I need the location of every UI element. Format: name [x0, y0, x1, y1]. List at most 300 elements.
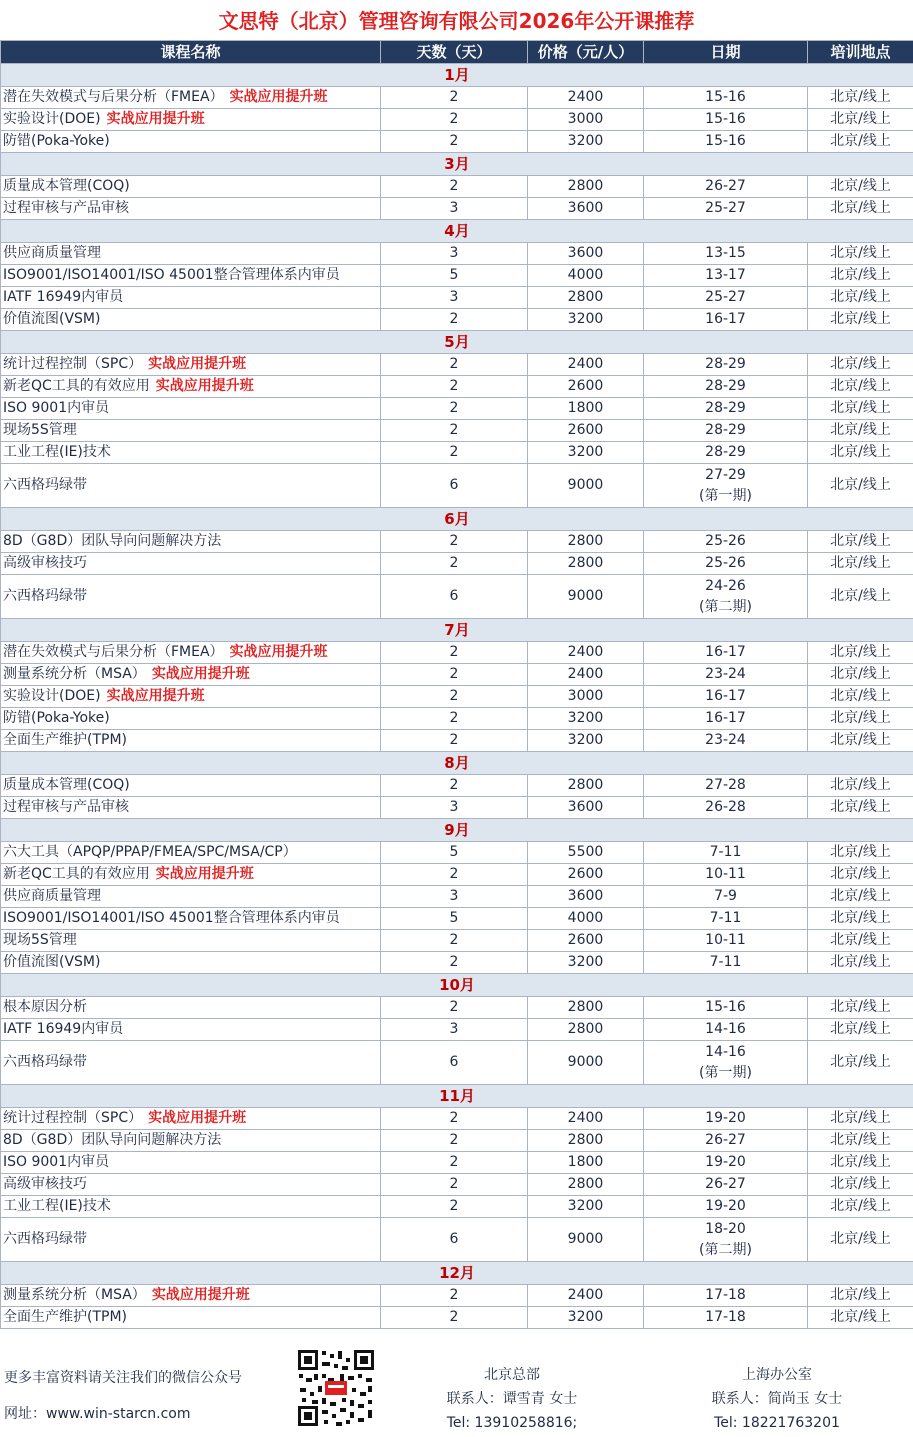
location-cell: 北京/线上: [808, 1130, 913, 1152]
course-name-cell: [1, 642, 381, 664]
course-name-cell: [1, 198, 381, 220]
course-name-cell: [1, 1152, 381, 1174]
course-name: 防错(Poka-Yoke): [3, 133, 110, 149]
course-tag: 实战应用提升班: [148, 1110, 247, 1126]
shanghai-tel: Tel: 18221763201: [714, 1415, 840, 1431]
location-cell: 北京/线上: [808, 398, 913, 420]
date-cell: [644, 930, 808, 952]
course-name-cell: [1, 1218, 381, 1262]
location-cell: 北京/线上: [808, 553, 913, 575]
course-name-cell: [1, 309, 381, 331]
month-row: [1, 752, 913, 775]
header-price: 价格（元/人）: [528, 41, 644, 64]
footer: [0, 1363, 913, 1437]
month-row: [1, 1085, 913, 1108]
course-name-cell: [1, 952, 381, 974]
date-range: 28-29: [705, 444, 746, 460]
price-cell: 9000: [528, 464, 644, 508]
table-row: [1, 708, 913, 730]
date-cell: [644, 908, 808, 930]
course-name: 测量系统分析（MSA）: [3, 666, 146, 682]
course-name: 价值流图(VSM): [3, 311, 101, 327]
course-tag: 实战应用提升班: [155, 866, 254, 882]
date-cell: [644, 1307, 808, 1329]
course-name-cell: [1, 708, 381, 730]
date-cell: [644, 287, 808, 309]
course-name: IATF 16949内审员: [3, 1021, 124, 1037]
location-cell: 北京/线上: [808, 997, 913, 1019]
date-session: (第二期): [699, 1241, 752, 1258]
date-cell: [644, 87, 808, 109]
course-name: 全面生产维护(TPM): [3, 732, 127, 748]
table-row: [1, 420, 913, 442]
table-row: [1, 1019, 913, 1041]
days-cell: 2: [381, 1130, 528, 1152]
beijing-contact: 联系人：谭雪青 女士: [446, 1391, 578, 1407]
days-cell: 2: [381, 87, 528, 109]
beijing-tel: Tel: 13910258816;: [446, 1415, 578, 1431]
date-range: 17-18: [705, 1287, 746, 1303]
location-cell: 北京/线上: [808, 664, 913, 686]
location-cell: 北京/线上: [808, 797, 913, 819]
course-name-cell: [1, 243, 381, 265]
month-label: 3月: [1, 153, 913, 176]
course-name-cell: [1, 1285, 381, 1307]
table-row: [1, 1041, 913, 1085]
days-cell: 2: [381, 354, 528, 376]
course-name: 六西格玛绿带: [3, 1054, 87, 1070]
table-row: [1, 930, 913, 952]
location-cell: 北京/线上: [808, 575, 913, 619]
date-session: (第一期): [699, 487, 752, 504]
date-cell: [644, 1041, 808, 1085]
course-name: 统计过程控制（SPC）: [3, 1110, 143, 1126]
location-cell: 北京/线上: [808, 642, 913, 664]
course-tag: 实战应用提升班: [151, 1287, 250, 1303]
price-cell: 2800: [528, 775, 644, 797]
course-name-cell: [1, 1307, 381, 1329]
course-name: 六西格玛绿带: [3, 588, 87, 604]
table-row: [1, 842, 913, 864]
month-row: [1, 220, 913, 243]
course-name-cell: [1, 908, 381, 930]
date-cell: [644, 376, 808, 398]
course-tag: 实战应用提升班: [229, 644, 328, 660]
days-cell: 2: [381, 442, 528, 464]
course-name: 过程审核与产品审核: [3, 799, 129, 815]
days-cell: 3: [381, 198, 528, 220]
date-range: 16-17: [705, 644, 746, 660]
location-cell: 北京/线上: [808, 287, 913, 309]
course-name-cell: [1, 575, 381, 619]
price-cell: 3200: [528, 131, 644, 153]
month-row: [1, 619, 913, 642]
price-cell: 3600: [528, 198, 644, 220]
days-cell: 6: [381, 1041, 528, 1085]
date-range: 14-16: [705, 1021, 746, 1037]
location-cell: 北京/线上: [808, 243, 913, 265]
month-row: [1, 508, 913, 531]
date-range: 7-11: [709, 910, 742, 926]
days-cell: 3: [381, 1019, 528, 1041]
price-cell: 3600: [528, 243, 644, 265]
location-cell: 北京/线上: [808, 1019, 913, 1041]
date-cell: [644, 864, 808, 886]
date-range: 23-24: [705, 732, 746, 748]
table-row: [1, 553, 913, 575]
date-cell: [644, 464, 808, 508]
course-name: 全面生产维护(TPM): [3, 1309, 127, 1325]
month-label: 10月: [1, 974, 913, 997]
month-label: 8月: [1, 752, 913, 775]
date-range: 7-11: [709, 954, 742, 970]
days-cell: 2: [381, 708, 528, 730]
table-row: [1, 730, 913, 752]
table-row: [1, 908, 913, 930]
header-location: 培训地点: [808, 41, 913, 64]
date-cell: [644, 664, 808, 686]
month-label: 11月: [1, 1085, 913, 1108]
course-name-cell: [1, 376, 381, 398]
course-name-cell: [1, 1041, 381, 1085]
date-range: 28-29: [705, 378, 746, 394]
table-row: [1, 664, 913, 686]
date-cell: [644, 531, 808, 553]
location-cell: 北京/线上: [808, 420, 913, 442]
location-cell: 北京/线上: [808, 708, 913, 730]
table-body: [1, 64, 913, 1329]
table-row: [1, 131, 913, 153]
date-range: 25-27: [705, 289, 746, 305]
month-row: [1, 64, 913, 87]
table-row: [1, 243, 913, 265]
days-cell: 2: [381, 686, 528, 708]
course-name-cell: [1, 531, 381, 553]
course-name-cell: [1, 87, 381, 109]
course-name-cell: [1, 1130, 381, 1152]
month-label: 12月: [1, 1262, 913, 1285]
price-cell: 2400: [528, 664, 644, 686]
date-range: 28-29: [705, 422, 746, 438]
month-row: [1, 819, 913, 842]
course-name-cell: [1, 464, 381, 508]
table-row: [1, 198, 913, 220]
header-date: 日期: [644, 41, 808, 64]
course-name-cell: [1, 797, 381, 819]
table-row: [1, 1218, 913, 1262]
header-days: 天数（天）: [381, 41, 528, 64]
table-row: [1, 997, 913, 1019]
date-range: 19-20: [705, 1154, 746, 1170]
price-cell: 2800: [528, 287, 644, 309]
table-row: [1, 1285, 913, 1307]
price-cell: 2400: [528, 642, 644, 664]
location-cell: 北京/线上: [808, 109, 913, 131]
price-cell: 3000: [528, 686, 644, 708]
date-range: 10-11: [705, 866, 746, 882]
header-course-name: 课程名称: [1, 41, 381, 64]
date-cell: [644, 1285, 808, 1307]
date-cell: [644, 1019, 808, 1041]
location-cell: 北京/线上: [808, 1196, 913, 1218]
price-cell: 2600: [528, 376, 644, 398]
table-row: [1, 1174, 913, 1196]
course-tag: 实战应用提升班: [155, 378, 254, 394]
course-name-cell: [1, 131, 381, 153]
days-cell: 6: [381, 1218, 528, 1262]
course-tag: 实战应用提升班: [106, 111, 205, 127]
date-range: 27-29: [705, 466, 746, 483]
date-range: 19-20: [705, 1198, 746, 1214]
days-cell: 5: [381, 265, 528, 287]
course-name: 供应商质量管理: [3, 245, 101, 261]
days-cell: 2: [381, 420, 528, 442]
location-cell: 北京/线上: [808, 1307, 913, 1329]
date-session: (第一期): [699, 1064, 752, 1081]
date-cell: [644, 730, 808, 752]
month-label: 1月: [1, 64, 913, 87]
date-range: 26-27: [705, 178, 746, 194]
course-name: 工业工程(IE)技术: [3, 1198, 111, 1214]
course-name: 质量成本管理(COQ): [3, 777, 130, 793]
location-cell: 北京/线上: [808, 908, 913, 930]
days-cell: 2: [381, 309, 528, 331]
price-cell: 3200: [528, 1307, 644, 1329]
location-cell: 北京/线上: [808, 198, 913, 220]
days-cell: 3: [381, 886, 528, 908]
date-cell: [644, 109, 808, 131]
course-tag: 实战应用提升班: [229, 89, 328, 105]
days-cell: 2: [381, 131, 528, 153]
price-cell: 3200: [528, 952, 644, 974]
course-name: ISO 9001内审员: [3, 1154, 110, 1170]
location-cell: 北京/线上: [808, 730, 913, 752]
table-row: [1, 376, 913, 398]
date-cell: [644, 309, 808, 331]
course-name: 高级审核技巧: [3, 555, 87, 571]
location-cell: 北京/线上: [808, 442, 913, 464]
course-tag: 实战应用提升班: [106, 688, 205, 704]
table-row: [1, 952, 913, 974]
date-cell: [644, 265, 808, 287]
date-range: 28-29: [705, 356, 746, 372]
price-cell: 4000: [528, 265, 644, 287]
date-range: 17-18: [705, 1309, 746, 1325]
days-cell: 2: [381, 730, 528, 752]
price-cell: 3200: [528, 1196, 644, 1218]
course-name: 价值流图(VSM): [3, 954, 101, 970]
location-cell: 北京/线上: [808, 1152, 913, 1174]
course-name: 统计过程控制（SPC）: [3, 356, 143, 372]
table-row: [1, 1152, 913, 1174]
days-cell: 2: [381, 1307, 528, 1329]
date-range: 25-27: [705, 200, 746, 216]
course-name: 高级审核技巧: [3, 1176, 87, 1192]
price-cell: 3600: [528, 886, 644, 908]
month-row: [1, 153, 913, 176]
table-row: [1, 464, 913, 508]
table-row: [1, 398, 913, 420]
date-cell: [644, 354, 808, 376]
course-name-cell: [1, 398, 381, 420]
date-cell: [644, 575, 808, 619]
table-row: [1, 531, 913, 553]
days-cell: 3: [381, 243, 528, 265]
date-cell: [644, 775, 808, 797]
course-name: 潜在失效模式与后果分析（FMEA）: [3, 644, 224, 660]
price-cell: 9000: [528, 1041, 644, 1085]
days-cell: 2: [381, 109, 528, 131]
date-range: 16-17: [705, 710, 746, 726]
price-cell: 3200: [528, 730, 644, 752]
price-cell: 3200: [528, 708, 644, 730]
table-row: [1, 1307, 913, 1329]
location-cell: 北京/线上: [808, 176, 913, 198]
price-cell: 2800: [528, 531, 644, 553]
course-name: 工业工程(IE)技术: [3, 444, 111, 460]
date-cell: [644, 398, 808, 420]
price-cell: 3200: [528, 442, 644, 464]
location-cell: 北京/线上: [808, 354, 913, 376]
course-name: 防错(Poka-Yoke): [3, 710, 110, 726]
price-cell: 9000: [528, 575, 644, 619]
date-cell: [644, 1218, 808, 1262]
price-cell: 9000: [528, 1218, 644, 1262]
beijing-office: [412, 1363, 612, 1435]
course-name-cell: [1, 1108, 381, 1130]
course-name: 实验设计(DOE): [3, 111, 101, 127]
date-range: 26-27: [705, 1132, 746, 1148]
course-name-cell: [1, 442, 381, 464]
location-cell: 北京/线上: [808, 1174, 913, 1196]
wechat-text: 更多丰富资料请关注我们的微信公众号: [4, 1370, 242, 1386]
month-label: 4月: [1, 220, 913, 243]
price-cell: 2400: [528, 1285, 644, 1307]
days-cell: 2: [381, 1174, 528, 1196]
date-range: 19-20: [705, 1110, 746, 1126]
date-session: (第二期): [699, 598, 752, 615]
course-name-cell: [1, 553, 381, 575]
price-cell: 2400: [528, 87, 644, 109]
course-name-cell: [1, 1019, 381, 1041]
date-range: 13-17: [705, 267, 746, 283]
days-cell: 2: [381, 664, 528, 686]
month-label: 5月: [1, 331, 913, 354]
date-range: 18-20: [705, 1220, 746, 1237]
date-range: 26-28: [705, 799, 746, 815]
course-name-cell: [1, 664, 381, 686]
course-name: 六大工具（APQP/PPAP/FMEA/SPC/MSA/CP）: [3, 844, 297, 860]
course-name: ISO 9001内审员: [3, 400, 110, 416]
course-name-cell: [1, 354, 381, 376]
table-row: [1, 109, 913, 131]
date-cell: [644, 553, 808, 575]
location-cell: 北京/线上: [808, 1108, 913, 1130]
days-cell: 2: [381, 1285, 528, 1307]
table-row: [1, 87, 913, 109]
date-cell: [644, 1130, 808, 1152]
price-cell: 2600: [528, 930, 644, 952]
price-cell: 2800: [528, 1174, 644, 1196]
course-name-cell: [1, 997, 381, 1019]
date-range: 28-29: [705, 400, 746, 416]
location-cell: 北京/线上: [808, 1218, 913, 1262]
days-cell: 2: [381, 531, 528, 553]
course-name: 根本原因分析: [3, 999, 87, 1015]
date-cell: [644, 198, 808, 220]
table-header-row: [1, 41, 913, 64]
page-title: 文思特（北京）管理咨询有限公司2026年公开课推荐: [218, 9, 695, 33]
price-cell: 4000: [528, 908, 644, 930]
price-cell: 2400: [528, 354, 644, 376]
date-cell: [644, 420, 808, 442]
date-range: 10-11: [705, 932, 746, 948]
course-name-cell: [1, 109, 381, 131]
location-cell: 北京/线上: [808, 686, 913, 708]
course-name-cell: [1, 886, 381, 908]
course-name: 现场5S管理: [3, 422, 77, 438]
course-name-cell: [1, 287, 381, 309]
course-name-cell: [1, 842, 381, 864]
date-cell: [644, 708, 808, 730]
course-name: 新老QC工具的有效应用: [3, 866, 150, 882]
date-cell: [644, 1152, 808, 1174]
date-range: 16-17: [705, 688, 746, 704]
days-cell: 6: [381, 464, 528, 508]
price-cell: 1800: [528, 1152, 644, 1174]
location-cell: 北京/线上: [808, 864, 913, 886]
days-cell: 2: [381, 952, 528, 974]
table-row: [1, 686, 913, 708]
beijing-office-title: 北京总部: [484, 1367, 540, 1383]
course-name: 8D（G8D）团队导向问题解决方法: [3, 533, 222, 549]
price-cell: 5500: [528, 842, 644, 864]
days-cell: 5: [381, 842, 528, 864]
course-name: 测量系统分析（MSA）: [3, 1287, 146, 1303]
table-row: [1, 864, 913, 886]
table-row: [1, 797, 913, 819]
date-cell: [644, 642, 808, 664]
location-cell: 北京/线上: [808, 1041, 913, 1085]
course-name-cell: [1, 1196, 381, 1218]
location-cell: 北京/线上: [808, 952, 913, 974]
days-cell: 2: [381, 1108, 528, 1130]
days-cell: 2: [381, 930, 528, 952]
table-row: [1, 309, 913, 331]
website-label[interactable]: 网址：www.win-starcn.com: [4, 1406, 191, 1422]
month-label: 9月: [1, 819, 913, 842]
location-cell: 北京/线上: [808, 842, 913, 864]
course-name-cell: [1, 864, 381, 886]
month-label: 7月: [1, 619, 913, 642]
price-cell: 2800: [528, 176, 644, 198]
days-cell: 2: [381, 1152, 528, 1174]
price-cell: 2800: [528, 997, 644, 1019]
date-range: 15-16: [705, 133, 746, 149]
location-cell: 北京/线上: [808, 1285, 913, 1307]
date-range: 15-16: [705, 999, 746, 1015]
shanghai-office-title: 上海办公室: [742, 1367, 812, 1383]
table-row: [1, 575, 913, 619]
course-name: 8D（G8D）团队导向问题解决方法: [3, 1132, 222, 1148]
date-range: 16-17: [705, 311, 746, 327]
course-name: 供应商质量管理: [3, 888, 101, 904]
table-row: [1, 442, 913, 464]
date-cell: [644, 442, 808, 464]
days-cell: 2: [381, 376, 528, 398]
date-cell: [644, 997, 808, 1019]
days-cell: 2: [381, 775, 528, 797]
